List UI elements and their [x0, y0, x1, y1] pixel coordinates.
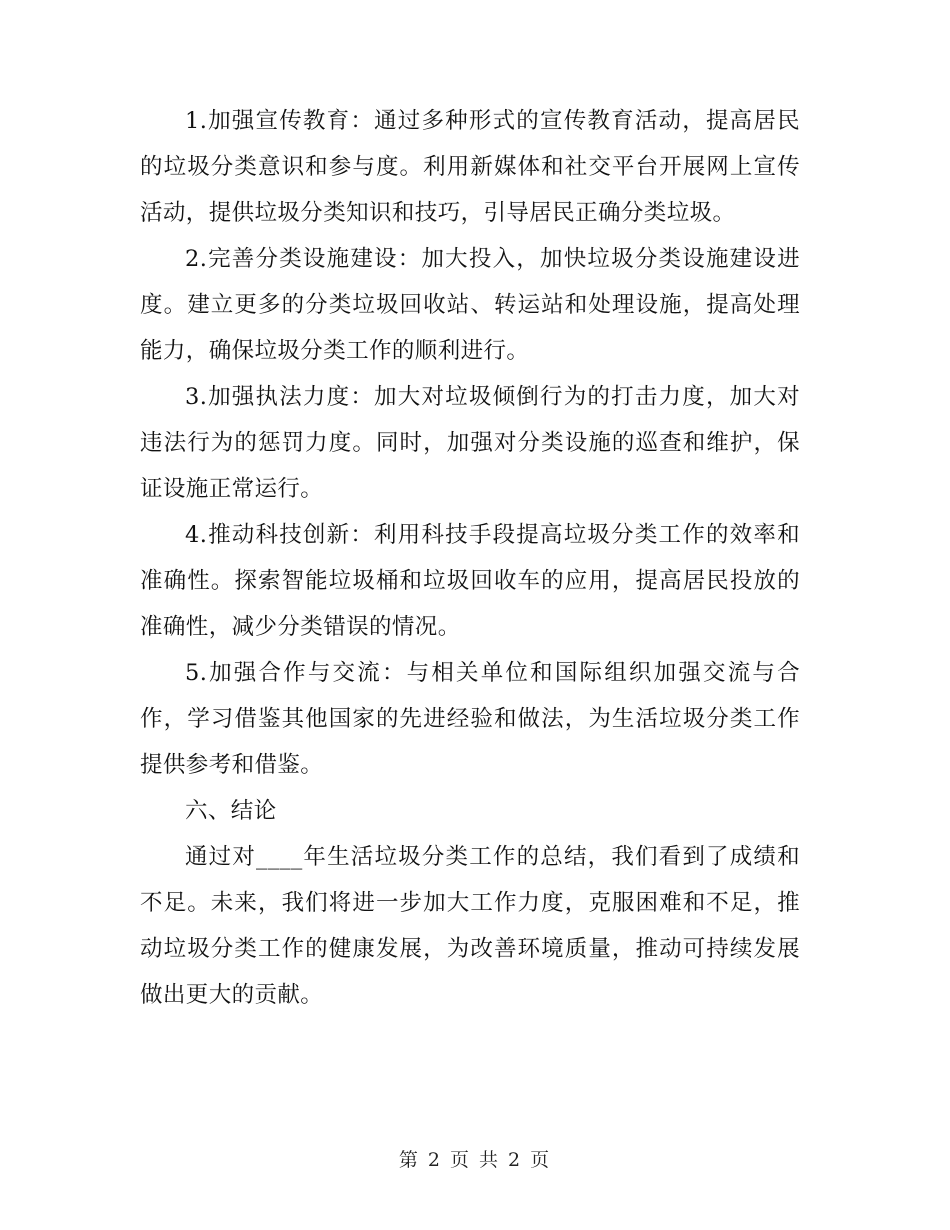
paragraph-cooperation-exchange: 5.加强合作与交流：与相关单位和国际组织加强交流与合作，学习借鉴其他国家的先进经验和做法，为生活垃圾分类工作提供参考和借鉴。 [140, 660, 800, 778]
paragraph-law-enforcement: 3.加强执法力度：加大对垃圾倾倒行为的打击力度，加大对违法行为的惩罚力度。同时，加强对分类设施的巡查和维护，保证设施正常运行。 [140, 384, 800, 502]
paragraph-facility-construction: 2.完善分类设施建设：加大投入，加快垃圾分类设施建设进度。建立更多的分类垃圾回收站、转运站和处理设施，提高处理能力，确保垃圾分类工作的顺利进行。 [140, 246, 800, 364]
section-heading-conclusion: 六、结论 [185, 798, 277, 824]
paragraph-publicity-education: 1.加强宣传教育：通过多种形式的宣传教育活动，提高居民的垃圾分类意识和参与度。利用新媒体和社交平台开展网上宣传活动，提供垃圾分类知识和技巧，引导居民正确分类垃圾。 [140, 108, 800, 226]
page-number-footer: 第 2 页 共 2 页 [398, 1149, 552, 1171]
paragraph-tech-innovation: 4.推动科技创新：利用科技手段提高垃圾分类工作的效率和准确性。探索智能垃圾桶和垃圾回收车的应用，提高居民投放的准确性，减少分类错误的情况。 [140, 522, 800, 640]
document-body [140, 98, 800, 1018]
paragraph-conclusion: 通过对____年生活垃圾分类工作的总结，我们看到了成绩和不足。未来，我们将进一步加大工作力度，克服困难和不足，推动垃圾分类工作的健康发展，为改善环境质量，推动可持续发展做出更大的贡献。 [140, 844, 800, 1008]
